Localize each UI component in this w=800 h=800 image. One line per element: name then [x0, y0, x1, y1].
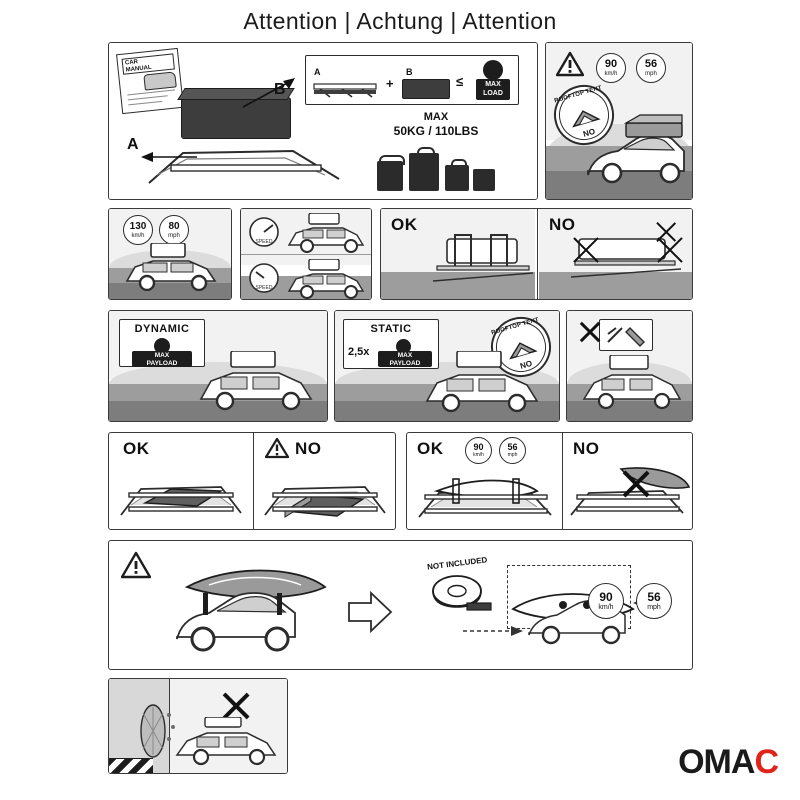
svg-text:SPEED: SPEED [255, 239, 273, 245]
speed-badge-mph [636, 53, 666, 83]
cross-mark [653, 219, 679, 245]
stamp-top-label: ROOFTOP TENT [553, 85, 603, 105]
formula-le: ≤ [456, 74, 464, 89]
label-b: B [274, 81, 286, 98]
no-car-wash-panel [108, 678, 288, 774]
dynamic-plate-line2: PAYLOAD [146, 359, 178, 367]
warning-triangle-icon [265, 437, 289, 459]
badge-unit: mph [645, 71, 657, 77]
ok-label: OK [417, 439, 444, 458]
load-direction-ok-no-panel [380, 208, 693, 300]
page-title: Attention | Achtung | Attention [243, 8, 557, 34]
dynamic-plate-line1: MAX [154, 352, 170, 359]
dynamic-payload-panel [108, 310, 328, 422]
manual-label-line1: CAR [124, 59, 139, 67]
logo-text-c: C [754, 743, 778, 781]
speed-badge-kmh [596, 53, 626, 83]
badge-number: 56 [644, 58, 658, 70]
cross-mark [569, 233, 603, 267]
stamp-no-label: NO [519, 358, 534, 371]
roof-box-ok-illustration [433, 233, 533, 291]
speed-badge-kmh [465, 437, 492, 464]
badge-number: 130 [129, 220, 147, 232]
badge-number: 80 [168, 220, 180, 232]
badge-unit: mph [507, 452, 518, 458]
omac-logo [678, 743, 778, 782]
max-value: 50KG / 110LBS [393, 124, 479, 138]
badge-number: 56 [507, 442, 518, 452]
speed-badge-mph [499, 437, 526, 464]
strap-roll-icon [427, 571, 493, 623]
static-plate-line2: PAYLOAD [389, 359, 421, 367]
speed-gauge-icon [247, 261, 281, 295]
max-label: MAX [423, 111, 449, 123]
badge-unit: mph [647, 604, 661, 611]
dynamic-head: DYNAMIC [134, 323, 190, 335]
speed-badge-kmh [588, 583, 624, 619]
formula-b-label: B [406, 67, 413, 77]
static-payload-panel [334, 310, 560, 422]
max-load-line2: LOAD [483, 90, 503, 97]
kayak-ok-no-panel [406, 432, 693, 530]
logo-text-om: OM [678, 743, 731, 781]
speed-130-80-panel [108, 208, 232, 300]
car-manual-icon [116, 48, 184, 114]
load-placement-panel [108, 42, 538, 200]
speed-limit-rooftop-tent-panel [545, 42, 693, 200]
badge-number: 90 [473, 442, 484, 452]
max-load-line1: MAX [485, 81, 501, 88]
ok-label: OK [123, 439, 150, 458]
badge-unit: km/h [473, 452, 484, 458]
badge-unit: mph [168, 232, 180, 239]
label-a: A [127, 136, 139, 153]
static-head: STATIC [370, 323, 412, 335]
badge-unit: km/h [604, 71, 618, 77]
kayak-strap-panel [108, 540, 693, 670]
speed-badge-kmh [123, 215, 153, 245]
formula-plus: + [386, 76, 394, 91]
no-label: NO [295, 439, 322, 458]
badge-number: 90 [599, 590, 613, 604]
flat-load-ok-no-panel [108, 432, 396, 530]
stamp-no-label: NO [582, 126, 597, 139]
warning-triangle-icon [556, 51, 584, 77]
badge-number: 90 [604, 58, 618, 70]
warning-triangle-icon [121, 551, 151, 579]
svg-text:SPEED: SPEED [255, 285, 273, 291]
speed-badge-mph [636, 583, 672, 619]
reduce-speed-panel [240, 208, 372, 300]
cross-mark [619, 467, 653, 501]
stamp-top-label: ROOFTOP TENT [490, 317, 540, 337]
speed-gauge-icon [247, 215, 281, 249]
load-formula-box [305, 55, 519, 105]
logo-text-a: A [730, 743, 755, 781]
badge-number: 56 [647, 590, 661, 604]
formula-a-label: A [314, 67, 321, 77]
ok-label: OK [391, 215, 418, 234]
arrow-right-icon [347, 589, 393, 635]
no-tools-panel [566, 310, 693, 422]
manual-label-line2: MANUAL [125, 64, 152, 73]
static-plate-line1: MAX [397, 352, 413, 359]
no-label: NO [573, 439, 600, 458]
speed-badge-mph [159, 215, 189, 245]
static-multiplier: 2,5x [348, 346, 370, 358]
not-included-label: NOT INCLUDED [426, 555, 488, 572]
no-label: NO [549, 215, 576, 234]
cross-mark [577, 319, 603, 345]
badge-unit: km/h [598, 604, 614, 611]
tools-box [599, 319, 653, 351]
badge-unit: km/h [131, 232, 145, 239]
